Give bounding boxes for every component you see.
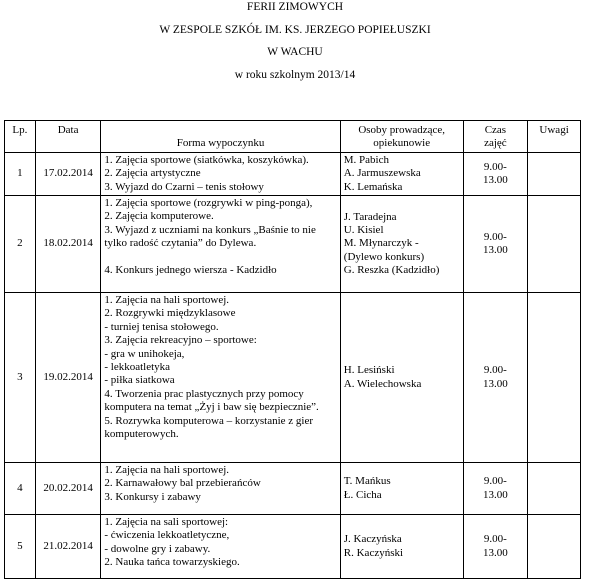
header-lp: Lp.	[5, 121, 36, 153]
cell-osoby	[340, 196, 463, 293]
table-row	[5, 196, 581, 293]
cell-osoby	[340, 152, 463, 195]
header-czas-line1: Czas	[484, 124, 507, 136]
czas-end: 13.00	[483, 244, 508, 257]
forma-line: 5. Rozrywka komputerowa – korzystanie z gier	[104, 414, 314, 427]
osoby-line: H. Lesiński	[343, 364, 395, 377]
cell-lp: 2	[5, 196, 36, 293]
forma-line: 1. Zajęcia na hali sportowej.	[104, 464, 230, 477]
forma-line: komputerowych.	[104, 428, 179, 441]
cell-date: 18.02.2014	[35, 196, 101, 293]
forma-line: - ćwiczenia lekkoatletyczne,	[104, 529, 230, 542]
czas-start: 9.00-	[483, 475, 507, 488]
osoby-line: J. Kaczyńska	[343, 533, 402, 546]
header-osoby-line1: Osoby prowadzące,	[358, 124, 446, 136]
czas-end: 13.00	[483, 546, 508, 559]
cell-forma	[101, 463, 340, 515]
osoby-line: M. Pabich	[343, 153, 390, 166]
header-uwagi: Uwagi	[528, 121, 581, 153]
cell-lp: 1	[5, 152, 36, 195]
osoby-line: R. Kaczyński	[343, 546, 404, 559]
forma-line: 1. Zajęcia sportowe (rozgrywki w ping-ponga),	[104, 197, 313, 210]
forma-line: 4. Konkurs jednego wiersza - Kadzidło	[104, 264, 277, 277]
cell-forma	[101, 515, 340, 579]
osoby-line: T. Mańkus	[343, 475, 391, 488]
table-body	[5, 152, 581, 578]
header-line-3: W WACHU	[267, 46, 323, 58]
czas-start: 9.00-	[483, 533, 507, 546]
cell-osoby	[340, 293, 463, 463]
table-row	[5, 293, 581, 463]
cell-lp: 5	[5, 515, 36, 579]
osoby-line: U. Kisiel	[343, 223, 384, 236]
cell-lp: 3	[5, 293, 36, 463]
forma-line: 1. Zajęcia sportowe (siatkówka, koszykówka).	[104, 153, 309, 166]
forma-line: - turniej tenisa stołowego.	[104, 320, 219, 333]
cell-uwagi	[528, 515, 581, 579]
forma-line: 3. Wyjazd do Czarni – tenis stołowy	[104, 180, 264, 193]
osoby-line: Ł. Cicha	[343, 488, 382, 501]
forma-line: 2. Zajęcia artystyczne	[104, 167, 201, 180]
header-line-4: w roku szkolnym 2013/14	[234, 68, 356, 81]
osoby-line: K. Lemańska	[343, 180, 403, 193]
forma-line: - dowolne gry i zabawy.	[104, 542, 211, 555]
forma-line: 2. Karnawałowy bal przebierańców	[104, 477, 261, 490]
osoby-line: M. Młynarczyk -	[343, 237, 419, 250]
czas-end: 13.00	[483, 173, 508, 186]
forma-line: - piłka siatkowa	[104, 374, 175, 387]
czas-start: 9.00-	[483, 160, 507, 173]
czas-start: 9.00-	[483, 364, 507, 377]
schedule-table	[4, 120, 581, 579]
cell-osoby	[340, 463, 463, 515]
cell-lp: 4	[5, 463, 36, 515]
forma-line: tylko radość czytania” do Dylewa.	[104, 237, 257, 250]
header-czas-line2: zajęć	[484, 137, 507, 150]
forma-line: 2. Nauka tańca towarzyskiego.	[104, 556, 240, 569]
osoby-line: G. Reszka (Kadzidło)	[343, 264, 440, 277]
table-row	[5, 463, 581, 515]
forma-line: 4. Tworzenia prac plastycznych przy pomocy	[104, 387, 304, 400]
forma-line: 3. Wyjazd z uczniami na konkurs „Baśnie to nie	[104, 223, 316, 236]
table-header-row	[5, 121, 581, 153]
cell-forma	[101, 152, 340, 195]
forma-line: 2. Zajęcia komputerowe.	[104, 210, 214, 223]
cell-date: 19.02.2014	[35, 293, 101, 463]
header-forma: Forma wypoczynku	[101, 121, 340, 153]
cell-osoby	[340, 515, 463, 579]
czas-start: 9.00-	[483, 230, 507, 243]
forma-line: - lekkoatletyka	[104, 361, 171, 374]
osoby-line: A. Jarmuszewska	[343, 167, 421, 180]
cell-uwagi	[528, 196, 581, 293]
cell-uwagi	[528, 463, 581, 515]
cell-uwagi	[528, 293, 581, 463]
forma-line: 2. Rozgrywki międzyklasowe	[104, 307, 236, 320]
forma-line: 1. Zajęcia na hali sportowej.	[104, 294, 230, 307]
cell-czas	[463, 293, 528, 463]
cell-czas	[463, 515, 528, 579]
header-line-1: FERII ZIMOWYCH	[246, 1, 344, 13]
header-osoby-line2: opiekunowie	[373, 137, 431, 150]
forma-line: 1. Zajęcia na sali sportowej:	[104, 516, 229, 529]
forma-line: komputera na temat „Żyj i baw się bezpiecznie”.	[104, 401, 319, 414]
document-header	[0, 0, 590, 90]
osoby-line: (Dylewo konkurs)	[343, 250, 425, 263]
cell-date: 21.02.2014	[35, 515, 101, 579]
header-date: Data	[35, 121, 101, 153]
forma-line: 3. Zajęcia rekreacyjno – sportowe:	[104, 334, 257, 347]
cell-date: 17.02.2014	[35, 152, 101, 195]
forma-line: 3. Konkursy i zabawy	[104, 490, 201, 503]
table-row	[5, 515, 581, 579]
cell-uwagi	[528, 152, 581, 195]
forma-line: - gra w unihokeja,	[104, 347, 185, 360]
cell-czas	[463, 152, 528, 195]
cell-forma	[101, 293, 340, 463]
header-line-2: W ZESPOLE SZKÓŁ IM. KS. JERZEGO POPIEŁUSZKI	[159, 23, 431, 36]
table-row	[5, 152, 581, 195]
cell-czas	[463, 196, 528, 293]
czas-end: 13.00	[483, 488, 508, 501]
osoby-line: A. Wielechowska	[343, 377, 422, 390]
forma-line	[104, 251, 336, 264]
osoby-line: J. Taradejna	[343, 210, 397, 223]
cell-forma	[101, 196, 340, 293]
cell-czas	[463, 463, 528, 515]
czas-end: 13.00	[483, 377, 508, 390]
header-osoby	[340, 121, 463, 153]
header-czas	[463, 121, 528, 153]
cell-date: 20.02.2014	[35, 463, 101, 515]
